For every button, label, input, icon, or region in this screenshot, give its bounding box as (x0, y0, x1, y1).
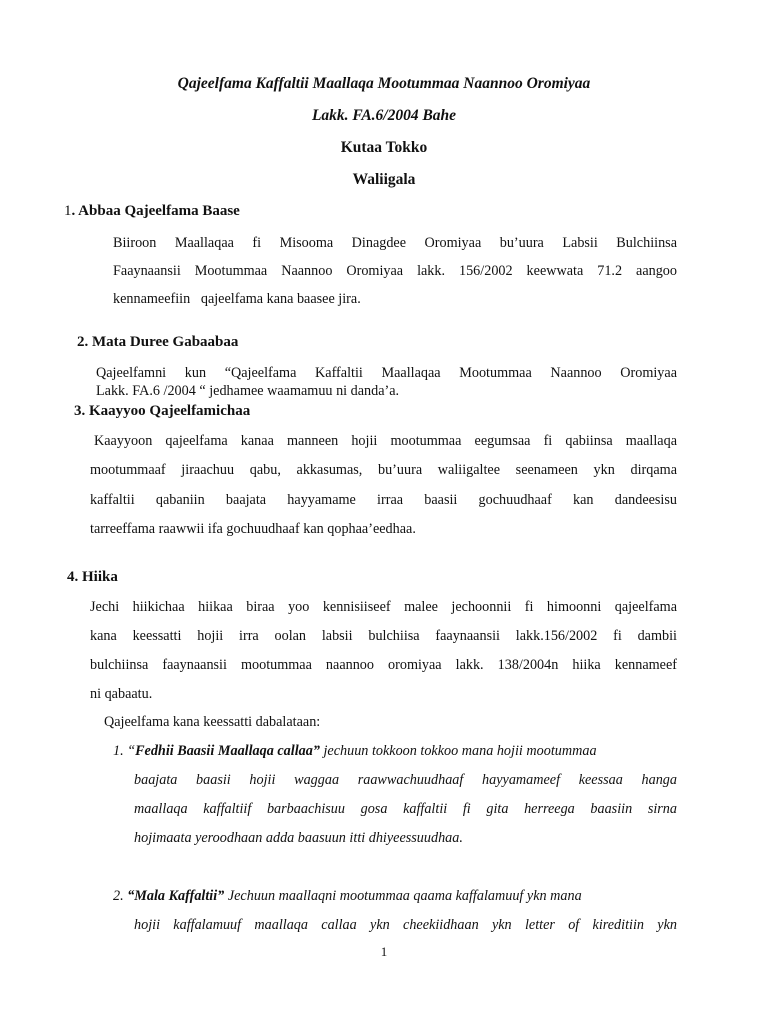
definition-2-term: “Mala Kaffaltii” (127, 888, 225, 904)
definition-1-first-line: 1. “Fedhii Baasii Maallaqa callaa” jechuun tokkoon tokkoo mana hojii mootummaa (113, 743, 597, 759)
section-3-line: Kaayyoon qajeelfama kanaa manneen hojii mootummaa eegumsaa fi qabiinsa maallaqa (94, 433, 677, 449)
section-2-line: Lakk. FA.6 /2004 “ jedhamee waamamuu ni danda’a. (96, 383, 400, 399)
section-4-heading: 4. Hiika (67, 569, 118, 585)
definition-2-line: hojii kaffalamuuf maallaqa callaa ykn cheekiidhaan ykn letter of kireditiin ykn (134, 917, 677, 933)
definition-2-first-line: 2. “Mala Kaffaltii” Jechuun maallaqni mootummaa qaama kaffalamuuf ykn mana (113, 888, 582, 904)
section-4-line: Jechi hiikichaa hiikaa biraa yoo kennisiiseef malee jechoonnii fi himoonni qajeelfama (90, 599, 677, 615)
section-4-line: ni qabaatu. (90, 686, 153, 702)
document-reference: Lakk. FA.6/2004 Bahe (311, 107, 457, 124)
section-4-line: bulchiinsa faaynaansii mootummaa naannoo oromiyaa lakk. 138/2004n hiika kennameef (90, 657, 677, 673)
section-3-line: kaffaltii qabaniin baajata hayyamame irraa baasii gochuudhaaf kan dandeesisu (90, 492, 677, 508)
section-1-line: Faaynaansii Mootummaa Naannoo Oromiyaa lakk. 156/2002 keewwata 71.2 aangoo (113, 263, 677, 279)
section-4-intro: Qajeelfama kana keessatti dabalataan: (104, 714, 321, 730)
definition-1-term: Fedhii Baasii Maallaqa callaa” (135, 743, 320, 759)
section-2-heading: 2. Mata Duree Gabaabaa (77, 334, 239, 350)
section-3-heading: 3. Kaayyoo Qajeelfamichaa (74, 403, 251, 419)
part-title: Kutaa Tokko (340, 139, 428, 156)
definition-1-line: maallaqa kaffaltiif barbaachisuu gosa kaffaltii fi gita herreega baasiin sirna (134, 801, 677, 817)
page-number: 1 (380, 944, 388, 959)
section-2-line: Qajeelfamni kun “Qajeelfama Kaffaltii Maallaqaa Mootummaa Naannoo Oromiyaa (96, 365, 677, 381)
section-3-line: mootummaaf jiraachuu qabu, akkasumas, bu’uura waliigaltee seenameen ykn dirqama (90, 462, 677, 478)
definition-1-line: baajata baasii hojii waggaa raawwachuudhaaf hayyamameef keessaa hanga (134, 772, 677, 788)
section-1-line: kennameefiin qajeelfama kana baasee jira. (113, 291, 361, 307)
section-4-line: kana keessatti hojii irra oolan labsii bulchiisa faaynaansii lakk.156/2002 fi dambii (90, 628, 677, 644)
part-subtitle: Waliigala (352, 171, 416, 188)
document-title: Qajeelfama Kaffaltii Maallaqa Mootummaa Naannoo Oromiyaa (177, 75, 591, 92)
section-3-line: tarreeffama raawwii ifa gochuudhaaf kan qophaa’eedhaa. (90, 521, 416, 537)
section-1-heading: 1. Abbaa Qajeelfama Baase (64, 203, 240, 219)
section-1-line: Biiroon Maallaqaa fi Misooma Dinagdee Oromiyaa bu’uura Labsii Bulchiinsa (113, 235, 677, 251)
definition-1-line: hojimaata yeroodhaan adda baasuun itti dhiyeessuudhaa. (134, 830, 463, 846)
